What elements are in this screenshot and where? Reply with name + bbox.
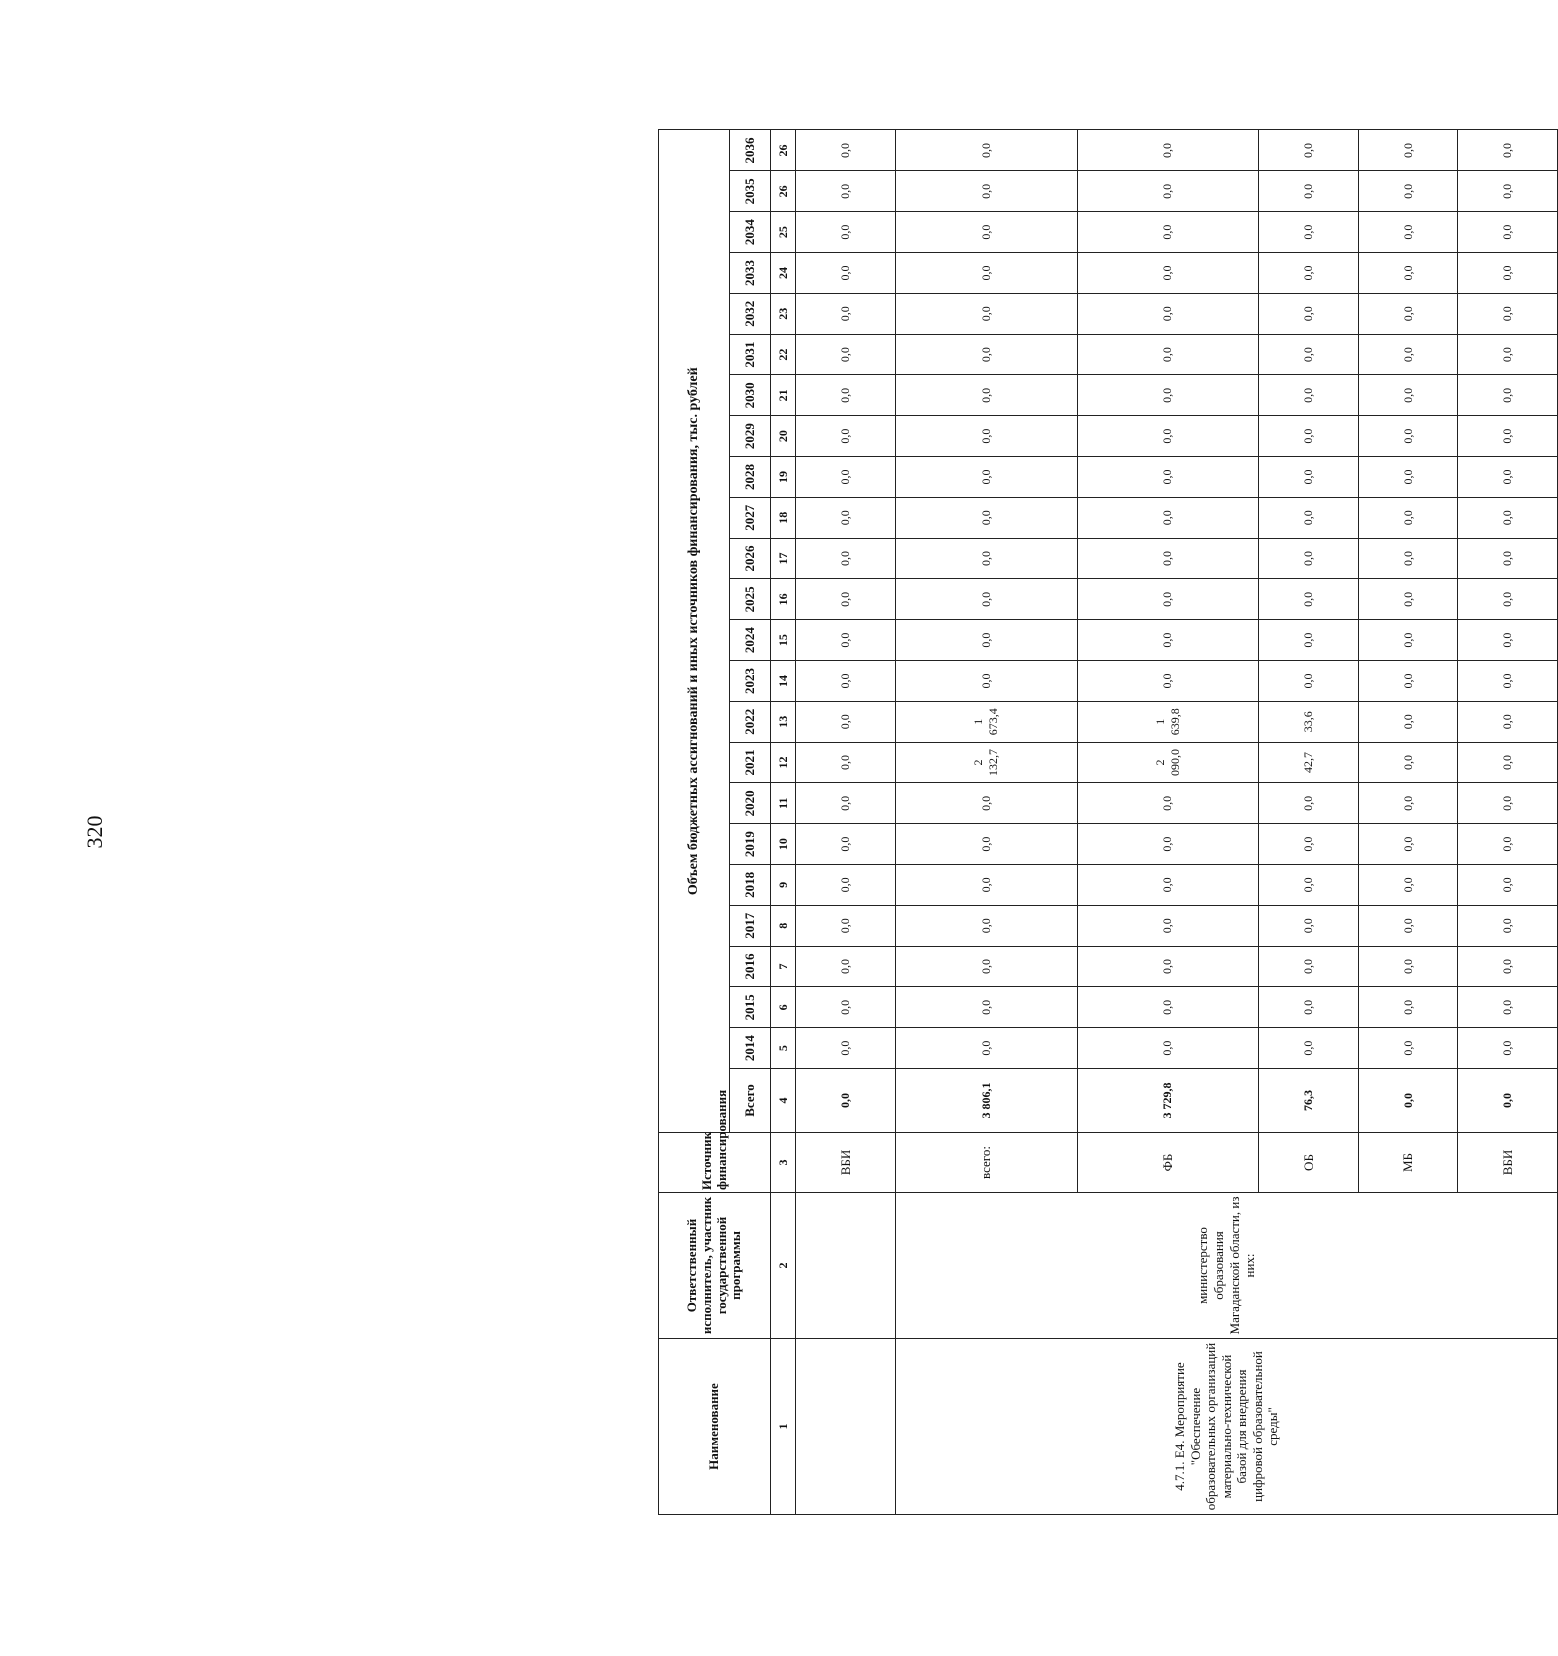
header-year: 2015 <box>730 987 771 1028</box>
column-number: 2 <box>771 1193 796 1339</box>
year-value-cell: 0,0 <box>796 579 896 620</box>
year-value-cell: 0,0 <box>796 742 896 783</box>
header-total: Всего <box>730 1069 771 1133</box>
year-value-cell: 0,0 <box>896 824 1078 865</box>
column-number: 23 <box>771 293 796 334</box>
year-value-cell: 0,0 <box>796 538 896 579</box>
column-number: 25 <box>771 212 796 253</box>
year-value-cell: 0,0 <box>896 579 1078 620</box>
year-value-cell: 0,0 <box>896 375 1078 416</box>
header-year: 2021 <box>730 742 771 783</box>
table-row <box>896 130 1078 1515</box>
year-value-cell: 0,0 <box>1259 538 1359 579</box>
year-value-cell: 0,0 <box>796 334 896 375</box>
header-year: 2033 <box>730 253 771 294</box>
header-year: 2017 <box>730 905 771 946</box>
column-number: 3 <box>771 1133 796 1193</box>
year-value-cell: 0,0 <box>1458 620 1558 661</box>
column-number: 9 <box>771 865 796 906</box>
year-value-cell: 0,0 <box>1077 457 1259 498</box>
year-value-cell: 0,0 <box>1259 1028 1359 1069</box>
year-value-cell: 0,0 <box>1358 253 1458 294</box>
year-value-cell: 0,0 <box>896 620 1078 661</box>
year-value-cell: 0,0 <box>1358 1028 1458 1069</box>
year-value-cell: 0,0 <box>896 661 1078 702</box>
column-number: 15 <box>771 620 796 661</box>
year-value-cell: 0,0 <box>896 987 1078 1028</box>
column-number: 4 <box>771 1069 796 1133</box>
year-value-cell: 0,0 <box>1077 212 1259 253</box>
year-value-cell: 0,0 <box>796 783 896 824</box>
year-value-cell: 0,0 <box>796 701 896 742</box>
year-value-cell: 0,0 <box>896 497 1078 538</box>
year-value-cell: 0,0 <box>1259 130 1359 171</box>
year-value-cell: 1 639,8 <box>1077 701 1259 742</box>
year-value-cell: 0,0 <box>1077 905 1259 946</box>
year-value-cell: 0,0 <box>1358 865 1458 906</box>
year-value-cell: 0,0 <box>1358 212 1458 253</box>
source-cell: ВБИ <box>796 1133 896 1193</box>
header-year: 2034 <box>730 212 771 253</box>
measure-name-cell: 4.7.1. Е4. Мероприятие "Обеспечение образовательных организаций материально-технической базой для внедрения цифровой образовательной среды" <box>896 1339 1558 1515</box>
total-value-cell: 3 806,1 <box>896 1069 1078 1133</box>
year-value-cell: 0,0 <box>1358 130 1458 171</box>
year-value-cell: 0,0 <box>1077 1028 1259 1069</box>
year-value-cell: 0,0 <box>1259 375 1359 416</box>
year-value-cell: 0,0 <box>1259 987 1359 1028</box>
year-value-cell: 0,0 <box>1259 946 1359 987</box>
year-value-cell: 0,0 <box>1077 783 1259 824</box>
year-value-cell: 0,0 <box>1458 701 1558 742</box>
total-value-cell: 0,0 <box>1358 1069 1458 1133</box>
budget-table <box>658 129 1558 1515</box>
year-value-cell: 0,0 <box>796 497 896 538</box>
column-number: 26 <box>771 130 796 171</box>
year-value-cell: 0,0 <box>1458 987 1558 1028</box>
year-value-cell: 0,0 <box>796 457 896 498</box>
column-number: 10 <box>771 824 796 865</box>
year-value-cell: 0,0 <box>796 171 896 212</box>
year-value-cell: 0,0 <box>1358 497 1458 538</box>
year-value-cell: 0,0 <box>1259 783 1359 824</box>
year-value-cell: 0,0 <box>796 253 896 294</box>
year-value-cell: 0,0 <box>1458 783 1558 824</box>
header-year: 2026 <box>730 538 771 579</box>
year-value-cell: 0,0 <box>796 865 896 906</box>
year-value-cell: 0,0 <box>1358 620 1458 661</box>
year-value-cell: 0,0 <box>796 824 896 865</box>
header-year: 2022 <box>730 701 771 742</box>
year-value-cell: 0,0 <box>1259 661 1359 702</box>
year-value-cell: 0,0 <box>1259 905 1359 946</box>
year-value-cell: 0,0 <box>1458 416 1558 457</box>
year-value-cell: 0,0 <box>796 987 896 1028</box>
header-year: 2027 <box>730 497 771 538</box>
year-value-cell: 0,0 <box>1259 253 1359 294</box>
year-value-cell: 0,0 <box>896 171 1078 212</box>
column-number: 26 <box>771 171 796 212</box>
year-value-cell: 0,0 <box>1358 905 1458 946</box>
year-value-cell: 1 673,4 <box>896 701 1078 742</box>
year-value-cell: 0,0 <box>1458 457 1558 498</box>
year-value-cell: 33,6 <box>1259 701 1359 742</box>
header-year: 2030 <box>730 375 771 416</box>
column-number: 5 <box>771 1028 796 1069</box>
header-year: 2014 <box>730 1028 771 1069</box>
column-number: 8 <box>771 905 796 946</box>
year-value-cell: 0,0 <box>1077 824 1259 865</box>
year-value-cell: 0,0 <box>796 212 896 253</box>
empty-responsible-cell <box>796 1193 896 1339</box>
year-value-cell: 0,0 <box>796 946 896 987</box>
year-value-cell: 0,0 <box>1259 579 1359 620</box>
year-value-cell: 0,0 <box>1358 783 1458 824</box>
year-value-cell: 0,0 <box>896 130 1078 171</box>
year-value-cell: 0,0 <box>1458 824 1558 865</box>
year-value-cell: 0,0 <box>1259 497 1359 538</box>
year-value-cell: 0,0 <box>1077 865 1259 906</box>
year-value-cell: 2 132,7 <box>896 742 1078 783</box>
header-year: 2020 <box>730 783 771 824</box>
budget-table-container <box>658 131 1558 1515</box>
year-value-cell: 0,0 <box>1458 1028 1558 1069</box>
year-value-cell: 0,0 <box>1077 946 1259 987</box>
column-number: 14 <box>771 661 796 702</box>
header-year: 2018 <box>730 865 771 906</box>
year-value-cell: 0,0 <box>1077 334 1259 375</box>
year-value-cell: 0,0 <box>1077 661 1259 702</box>
year-value-cell: 0,0 <box>896 905 1078 946</box>
header-year: 2031 <box>730 334 771 375</box>
year-value-cell: 0,0 <box>1458 579 1558 620</box>
total-value-cell: 0,0 <box>796 1069 896 1133</box>
source-cell: ФБ <box>1077 1133 1259 1193</box>
header-year: 2019 <box>730 824 771 865</box>
year-value-cell: 0,0 <box>1358 824 1458 865</box>
year-value-cell: 0,0 <box>1077 293 1259 334</box>
column-number: 22 <box>771 334 796 375</box>
year-value-cell: 0,0 <box>1458 130 1558 171</box>
year-value-cell: 0,0 <box>896 334 1078 375</box>
column-number: 20 <box>771 416 796 457</box>
year-value-cell: 0,0 <box>796 293 896 334</box>
year-value-cell: 0,0 <box>1259 865 1359 906</box>
year-value-cell: 0,0 <box>1458 293 1558 334</box>
year-value-cell: 0,0 <box>1259 334 1359 375</box>
year-value-cell: 0,0 <box>1077 987 1259 1028</box>
header-year: 2036 <box>730 130 771 171</box>
year-value-cell: 0,0 <box>1358 457 1458 498</box>
year-value-cell: 0,0 <box>1259 824 1359 865</box>
year-value-cell: 0,0 <box>1358 579 1458 620</box>
year-value-cell: 0,0 <box>796 620 896 661</box>
header-year: 2023 <box>730 661 771 702</box>
year-value-cell: 0,0 <box>896 416 1078 457</box>
column-number: 12 <box>771 742 796 783</box>
year-value-cell: 0,0 <box>796 905 896 946</box>
year-value-cell: 0,0 <box>1358 416 1458 457</box>
total-value-cell: 3 729,8 <box>1077 1069 1259 1133</box>
year-value-cell: 2 090,0 <box>1077 742 1259 783</box>
source-cell: МБ <box>1358 1133 1458 1193</box>
column-number: 17 <box>771 538 796 579</box>
year-value-cell: 0,0 <box>796 375 896 416</box>
year-value-cell: 0,0 <box>1077 579 1259 620</box>
header-year: 2032 <box>730 293 771 334</box>
header-year: 2025 <box>730 579 771 620</box>
year-value-cell: 0,0 <box>1077 497 1259 538</box>
year-value-cell: 0,0 <box>1077 416 1259 457</box>
header-responsible: Ответственный исполнитель, участник государственной программы <box>659 1193 771 1339</box>
header-year: 2024 <box>730 620 771 661</box>
year-value-cell: 0,0 <box>1077 171 1259 212</box>
source-cell: всего: <box>896 1133 1078 1193</box>
year-value-cell: 0,0 <box>896 538 1078 579</box>
year-value-cell: 0,0 <box>1358 334 1458 375</box>
header-year: 2016 <box>730 946 771 987</box>
year-value-cell: 0,0 <box>1358 171 1458 212</box>
column-number: 21 <box>771 375 796 416</box>
column-number: 13 <box>771 701 796 742</box>
year-value-cell: 0,0 <box>1458 334 1558 375</box>
year-value-cell: 0,0 <box>896 212 1078 253</box>
header-year: 2035 <box>730 171 771 212</box>
column-number: 16 <box>771 579 796 620</box>
column-number: 6 <box>771 987 796 1028</box>
header-year: 2028 <box>730 457 771 498</box>
year-value-cell: 42,7 <box>1259 742 1359 783</box>
year-value-cell: 0,0 <box>1458 253 1558 294</box>
year-value-cell: 0,0 <box>896 293 1078 334</box>
year-value-cell: 0,0 <box>1259 171 1359 212</box>
year-value-cell: 0,0 <box>796 661 896 702</box>
year-value-cell: 0,0 <box>1358 701 1458 742</box>
header-name: Наименование <box>659 1339 771 1515</box>
year-value-cell: 0,0 <box>1458 375 1558 416</box>
year-value-cell: 0,0 <box>1358 987 1458 1028</box>
year-value-cell: 0,0 <box>796 416 896 457</box>
source-cell: ОБ <box>1259 1133 1359 1193</box>
year-value-cell: 0,0 <box>896 783 1078 824</box>
year-value-cell: 0,0 <box>896 253 1078 294</box>
year-value-cell: 0,0 <box>1458 905 1558 946</box>
year-value-cell: 0,0 <box>896 457 1078 498</box>
year-value-cell: 0,0 <box>896 1028 1078 1069</box>
year-value-cell: 0,0 <box>1458 212 1558 253</box>
column-number-row <box>771 130 796 1515</box>
year-value-cell: 0,0 <box>1259 620 1359 661</box>
year-value-cell: 0,0 <box>1358 946 1458 987</box>
year-value-cell: 0,0 <box>1358 538 1458 579</box>
total-value-cell: 0,0 <box>1458 1069 1558 1133</box>
column-number: 1 <box>771 1339 796 1515</box>
total-value-cell: 76,3 <box>1259 1069 1359 1133</box>
header-source: Источник финансирования <box>659 1133 771 1193</box>
empty-name-cell <box>796 1339 896 1515</box>
year-value-cell: 0,0 <box>1077 620 1259 661</box>
year-value-cell: 0,0 <box>1358 742 1458 783</box>
year-value-cell: 0,0 <box>1259 293 1359 334</box>
column-number: 7 <box>771 946 796 987</box>
year-value-cell: 0,0 <box>1358 293 1458 334</box>
column-number: 19 <box>771 457 796 498</box>
measure-responsible-cell: министерство образования Магаданской области, из них: <box>896 1193 1558 1339</box>
year-value-cell: 0,0 <box>1259 457 1359 498</box>
year-value-cell: 0,0 <box>1077 130 1259 171</box>
year-value-cell: 0,0 <box>1458 661 1558 702</box>
source-cell: ВБИ <box>1458 1133 1558 1193</box>
column-number: 24 <box>771 253 796 294</box>
header-year: 2029 <box>730 416 771 457</box>
year-value-cell: 0,0 <box>896 946 1078 987</box>
column-number: 11 <box>771 783 796 824</box>
year-value-cell: 0,0 <box>896 865 1078 906</box>
year-value-cell: 0,0 <box>1358 661 1458 702</box>
year-value-cell: 0,0 <box>1259 212 1359 253</box>
table-row <box>796 130 896 1515</box>
year-value-cell: 0,0 <box>1458 742 1558 783</box>
year-value-cell: 0,0 <box>796 1028 896 1069</box>
year-value-cell: 0,0 <box>1458 946 1558 987</box>
year-value-cell: 0,0 <box>1077 538 1259 579</box>
year-value-cell: 0,0 <box>1077 253 1259 294</box>
year-value-cell: 0,0 <box>1077 375 1259 416</box>
year-value-cell: 0,0 <box>1259 416 1359 457</box>
year-value-cell: 0,0 <box>1458 497 1558 538</box>
page-number: 320 <box>82 815 107 849</box>
year-value-cell: 0,0 <box>1358 375 1458 416</box>
year-value-cell: 0,0 <box>1458 171 1558 212</box>
header-budget-group: Объем бюджетных ассигнований и иных источников финансирования, тыс. рублей <box>659 130 730 1133</box>
year-value-cell: 0,0 <box>1458 865 1558 906</box>
year-value-cell: 0,0 <box>1458 538 1558 579</box>
column-number: 18 <box>771 497 796 538</box>
year-value-cell: 0,0 <box>796 130 896 171</box>
